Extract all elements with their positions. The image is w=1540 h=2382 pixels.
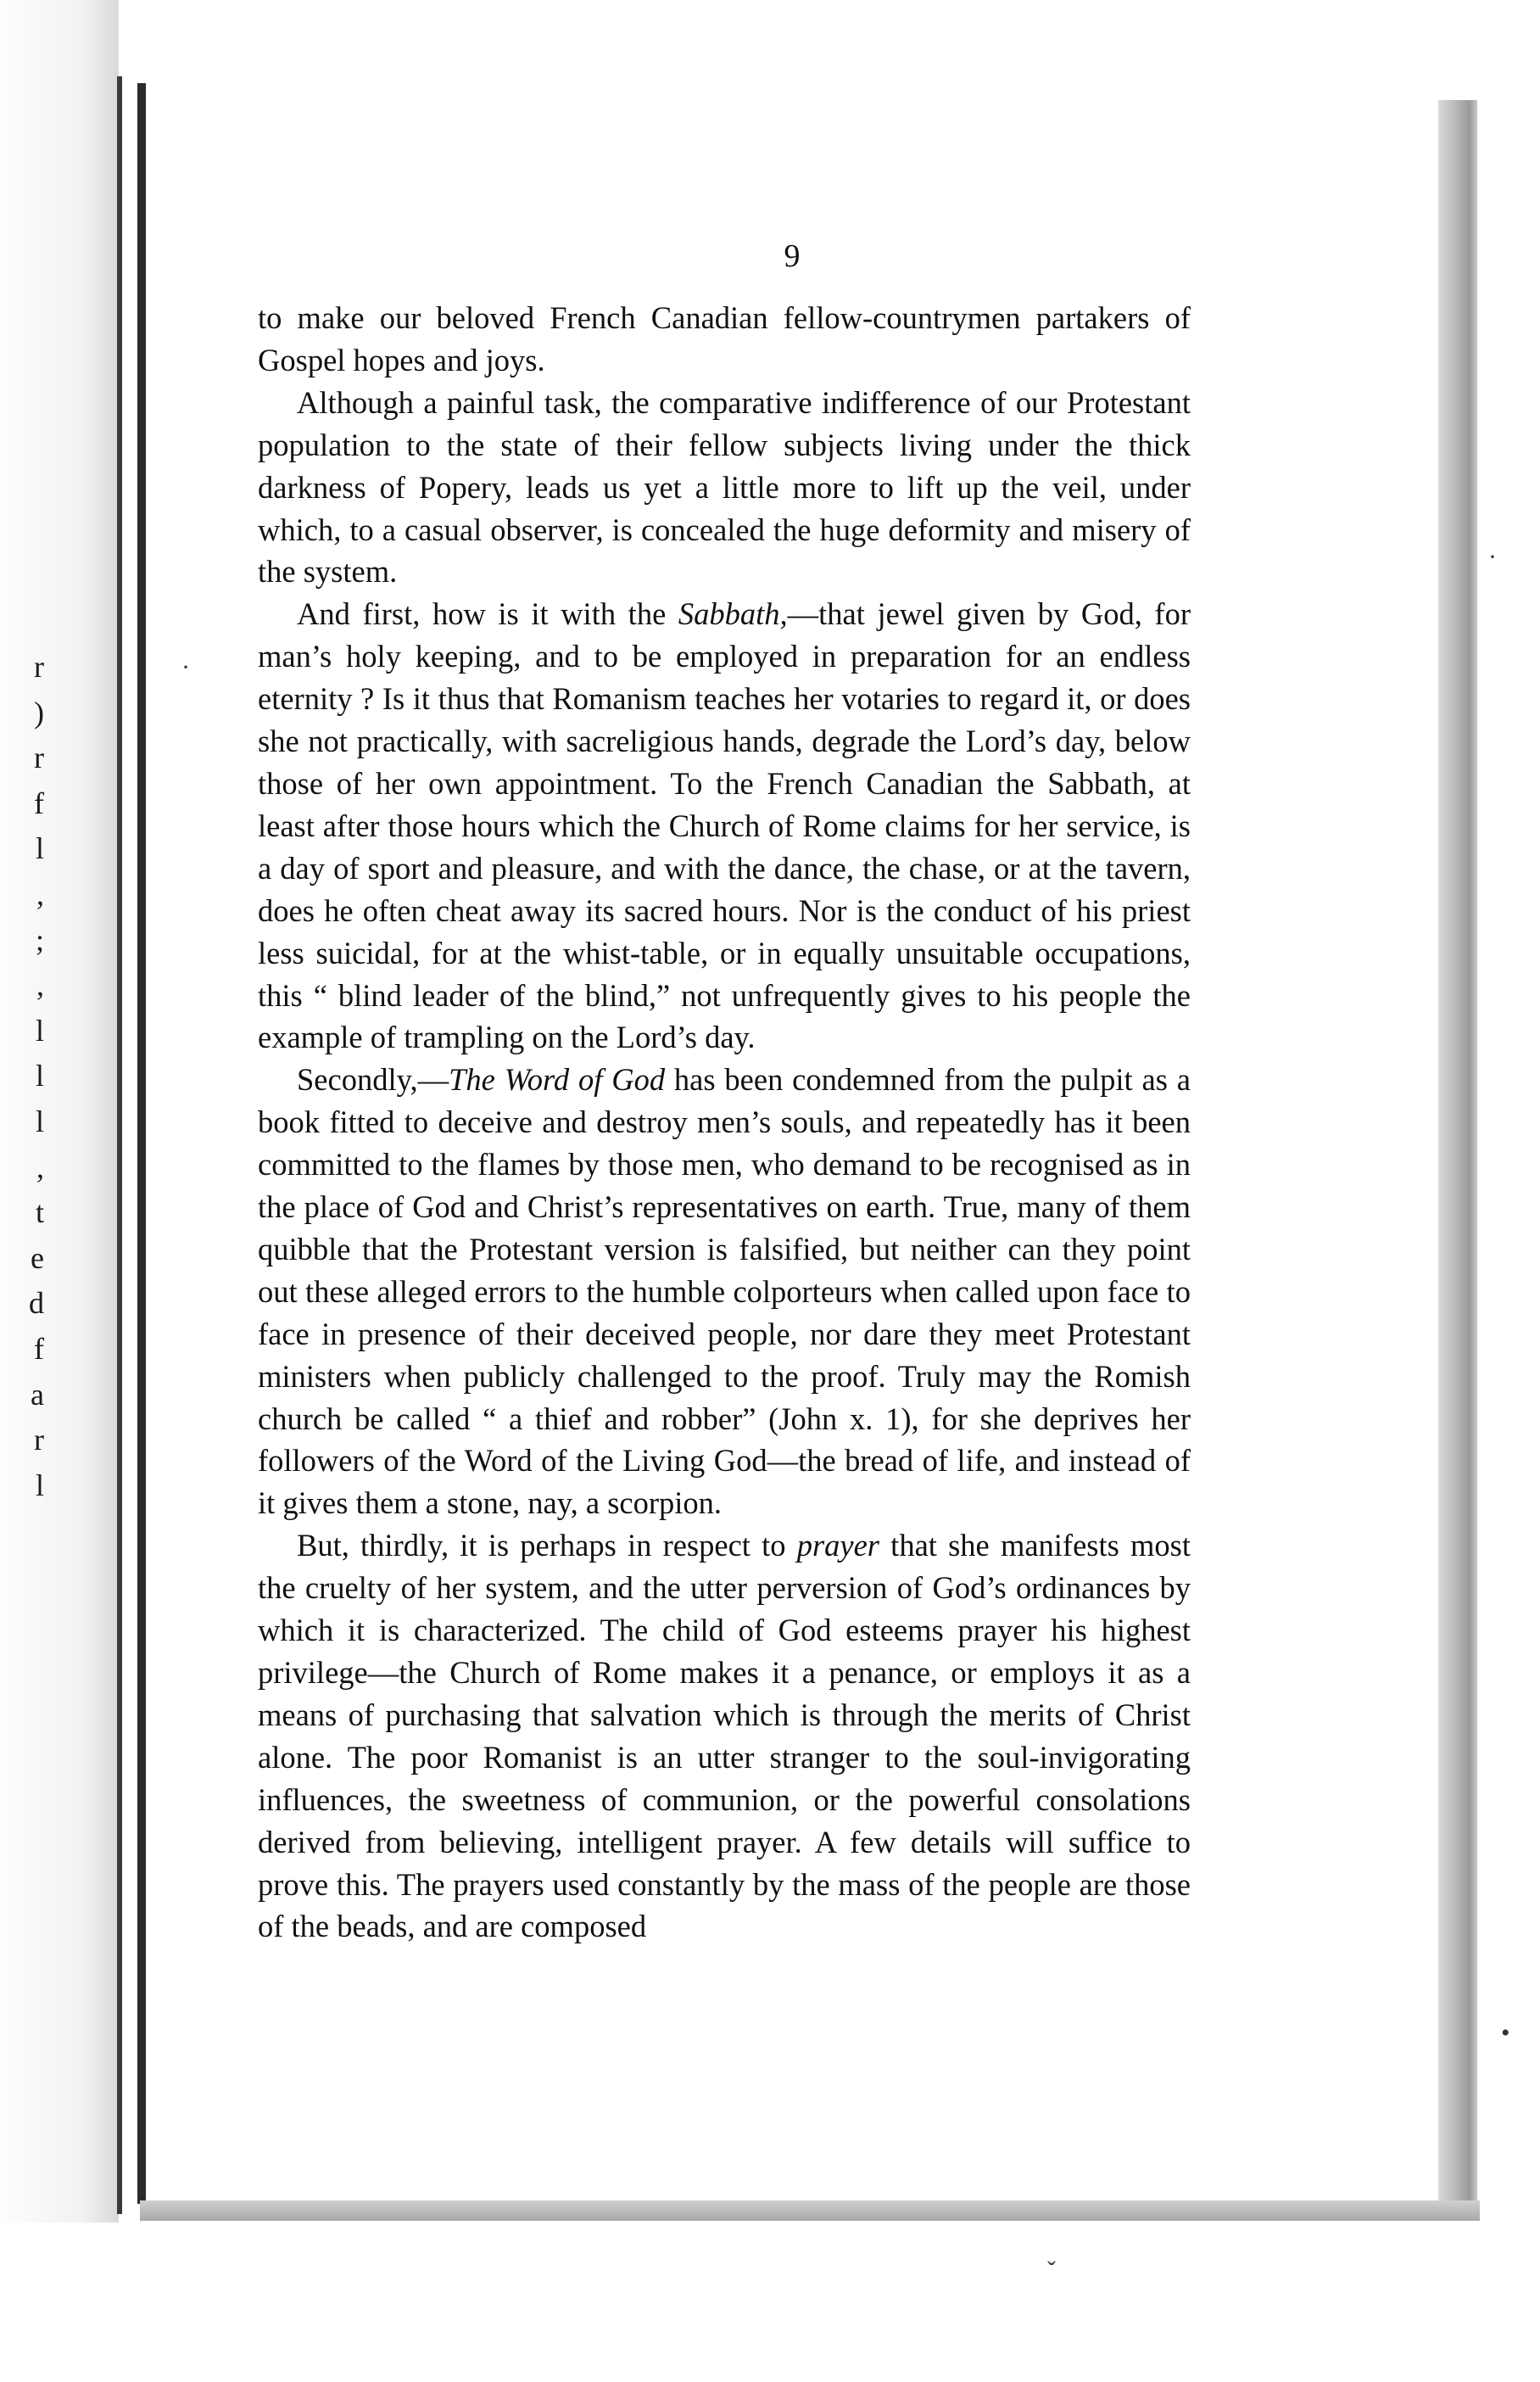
edge-fragment: l: [35, 1468, 44, 1502]
left-page-text-fragments: [0, 645, 51, 1508]
edge-fragment: l: [35, 1104, 44, 1138]
page-outer-edge: [1438, 100, 1477, 2217]
scan-speck: •: [1501, 2019, 1510, 2047]
edge-fragment: ,: [36, 968, 44, 1003]
text-run: has been condemned from the pulpit as a book fitted to deceive and destroy men’s souls, and repeatedly has it been committed to the flames by those men, who demand to be recognised as in the place of God and Christ’s representatives on earth. True, many of them quibble that the Protestant version is falsified, but neither can they point out these alleged errors to the humble colporteurs when called upon face to face in presence of their deceived people, nor dare they meet Protestant ministers when publicly challenged to the proof. Truly may the Romish church be called “ a thief and robber” (John x. 1), for she deprives her followers of the Word of the Living God—the bread of life, and instead of it gives them a stone, nay, a scorpion.: [258, 1062, 1191, 1521]
edge-fragment: ;: [35, 922, 44, 957]
text-run: But, thirdly, it is perhaps in respect to: [297, 1528, 797, 1563]
edge-fragment: ,: [36, 1149, 44, 1184]
edge-fragment: l: [35, 1059, 44, 1093]
edge-fragment: d: [29, 1286, 44, 1321]
paragraph: [258, 382, 1191, 594]
italic-phrase: The Word of God: [449, 1062, 666, 1098]
edge-fragment: r: [34, 650, 44, 684]
paragraph: [258, 1059, 1191, 1524]
paragraph: [258, 593, 1191, 1059]
text-run: that she manifests most the cruelty of her system, and the utter perversion of God’s ordinances by which it is characterized. The child of God esteems prayer his highest privilege—the Church of Rome makes it a penance, or employs it as a means of purchasing that salvation which is through the merits of Christ alone. The poor Romanist is an utter stranger to the soul-invigorating influences, the sweetness of communion, or the powerful consolations derived from believing, intelligent prayer. A few details will suffice to prove this. The prayers used constantly by the mass of the people are those of the beads, and are composed: [258, 1528, 1191, 1944]
text-run: to make our beloved French Canadian fellow-countrymen partakers of Gospel hopes and joys.: [258, 300, 1191, 377]
italic-phrase: prayer: [796, 1528, 879, 1563]
edge-fragment: f: [34, 1331, 44, 1366]
text-run: Although a painful task, the comparative indifference of our Protestant population to the state of their fellow subjects living under the thick darkness of Popery, leads us yet a little more to lift up the veil, under which, to a casual observer, is concealed the huge deformity and misery of the system.: [258, 384, 1191, 590]
text-run: And first, how is it with the: [297, 596, 678, 632]
right-page-inner-edge: [137, 83, 146, 2204]
scan-speck: ·: [1488, 543, 1497, 571]
edge-fragment: t: [35, 1195, 44, 1230]
page-number: 9: [784, 238, 801, 274]
page-bottom-edge: [140, 2200, 1480, 2221]
text-run: —that jewel given by God, for man’s holy keeping, and to be employed in preparation for an endless eternity ? Is it thus that Romanism teaches her votaries to regard it, or does she not practically, with sacreligious hands, degrade the Lord’s day, below those of her own appointment. To the French Canadian the Sabbath, at least after those hours which the Church of Rome claims for her service, is a day of sport and pleasure, and with the dance, the chase, or at the tavern, does he often cheat away its sacred hours. Nor is the conduct of his priest less suicidal, for at the whist-table, or in equally unsuitable occupations, this “ blind leader of the blind,” not unfrequently gives to his people the example of trampling on the Lord’s day.: [258, 596, 1191, 1055]
edge-fragment: r: [34, 741, 44, 775]
paragraph: [258, 297, 1191, 382]
edge-fragment: e: [31, 1240, 44, 1275]
scan-speck: ·: [181, 653, 190, 681]
italic-phrase: Sabbath,: [678, 596, 788, 632]
edge-fragment: f: [34, 786, 44, 820]
edge-fragment: l: [35, 831, 44, 866]
edge-fragment: r: [34, 1423, 44, 1457]
edge-fragment: ): [34, 695, 44, 730]
edge-fragment: a: [31, 1377, 44, 1412]
paragraph: [258, 1524, 1191, 1948]
scan-speck: ˇ: [1047, 2256, 1056, 2284]
edge-fragment: ,: [36, 876, 44, 911]
body-text: [258, 297, 1191, 1948]
text-run: Secondly,—: [297, 1062, 449, 1098]
edge-fragment: l: [35, 1013, 44, 1048]
